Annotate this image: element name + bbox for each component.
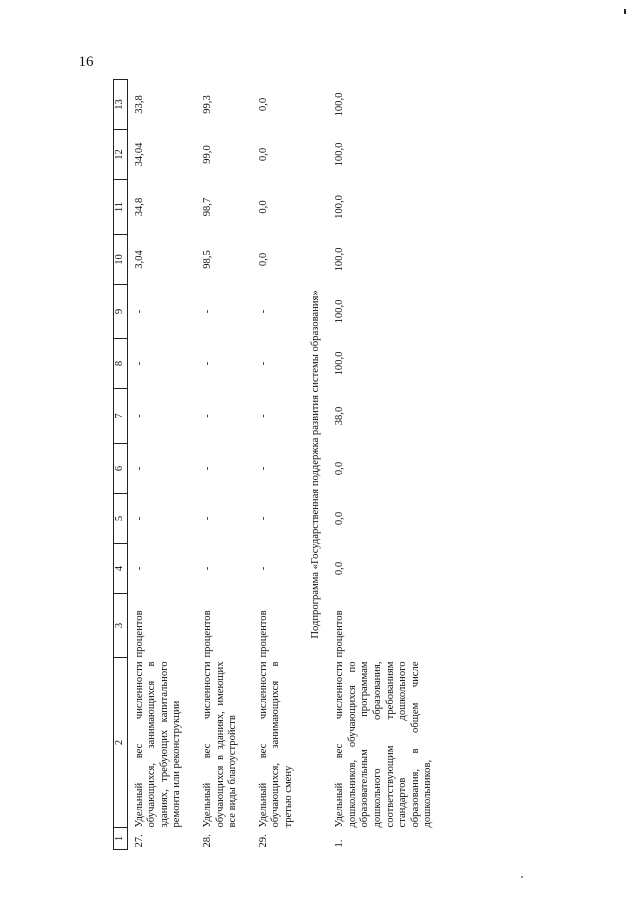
value-cell: - [257, 466, 269, 471]
row-number: 27. [133, 834, 145, 848]
value-cell: 100,0 [334, 92, 346, 117]
value-cell: 100,0 [334, 299, 346, 324]
value-cell: 0,0 [257, 147, 269, 162]
value-cell: 100,0 [334, 195, 346, 219]
value-cell: 0,0 [334, 511, 346, 526]
value-cell: - [257, 516, 269, 521]
row-number: 28. [201, 834, 213, 848]
value-cell: - [133, 361, 145, 366]
value-cell: - [201, 466, 213, 471]
value-cell: 99,0 [201, 145, 213, 164]
col-header: 4 [114, 544, 128, 594]
value-cell: 99,3 [201, 95, 213, 114]
value-cell: 98,7 [201, 197, 213, 217]
col-header: 9 [114, 285, 128, 339]
value-cell: - [201, 309, 213, 314]
table-row [252, 80, 308, 850]
value-cell: 0,0 [257, 252, 269, 267]
corner-mark [624, 9, 626, 14]
value-cell: 100,0 [334, 351, 346, 376]
value-cell: - [133, 466, 145, 471]
value-cell: 0,0 [334, 461, 346, 476]
indicator-name: Удельный вес численности обучающихся, занимающихся в зданиях, требующих капитального ремонта или реконструкции [133, 661, 183, 828]
value-cell: - [201, 361, 213, 366]
indicator-name: Удельный вес численности обучающихся в зданиях, имеющих все виды благоустройств [201, 661, 239, 828]
col-header: 2 [114, 658, 128, 828]
page-number: 16 [78, 54, 94, 70]
value-cell: - [133, 516, 145, 521]
value-cell: - [257, 361, 269, 366]
col-header: 13 [114, 80, 128, 130]
col-header: 3 [114, 594, 128, 658]
value-cell: 98,5 [201, 250, 213, 269]
col-header: 8 [114, 339, 128, 389]
value-cell: - [133, 566, 145, 571]
col-header: 5 [114, 494, 128, 544]
value-cell: 100,0 [334, 247, 346, 272]
value-cell: 34,04 [133, 142, 145, 167]
value-cell: - [257, 414, 269, 418]
value-cell: 0,0 [257, 97, 269, 112]
section-row [308, 80, 329, 850]
section-title: Подпрограмма «Государственная поддержка развития системы образования» [309, 290, 321, 639]
value-cell: - [133, 309, 145, 314]
value-cell: 0,0 [257, 200, 269, 214]
col-header: 7 [114, 389, 128, 444]
value-cell: - [133, 414, 145, 418]
col-header: 1 [114, 828, 128, 850]
value-cell: 34,8 [133, 197, 145, 217]
rotated-table-wrapper [113, 80, 443, 850]
value-cell: - [201, 516, 213, 521]
value-cell: - [201, 414, 213, 418]
value-cell: 38,0 [334, 406, 346, 426]
row-number: 1. [334, 839, 346, 848]
value-cell: - [201, 566, 213, 571]
scan-speck [521, 876, 523, 878]
value-cell: - [257, 309, 269, 314]
unit: процентов [201, 610, 213, 658]
unit: процентов [257, 610, 269, 658]
unit: процентов [133, 610, 145, 658]
value-cell: - [257, 566, 269, 571]
col-header: 10 [114, 235, 128, 285]
indicators-table [113, 79, 447, 850]
value-cell: 0,0 [334, 561, 346, 576]
unit: процентов [334, 610, 346, 658]
table-row [196, 80, 252, 850]
value-cell: 100,0 [334, 142, 346, 167]
col-header: 6 [114, 444, 128, 494]
value-cell: 3,04 [133, 250, 145, 269]
value-cell: 33,8 [133, 95, 145, 114]
table-row [328, 80, 447, 850]
col-header: 12 [114, 130, 128, 180]
header-row [114, 80, 128, 850]
col-header: 11 [114, 180, 128, 235]
indicator-name: Удельный вес численности обучающихся, занимающихся в третью смену [257, 661, 294, 828]
row-number: 29. [257, 834, 269, 848]
indicator-name: Удельный вес численности дошкольников, обучающихся по образовательным программам дошкольного образования, соответствующим требованиям стандартов дошкольного образования, в общем числе дошкольников, [334, 661, 434, 828]
table-row [127, 80, 196, 850]
